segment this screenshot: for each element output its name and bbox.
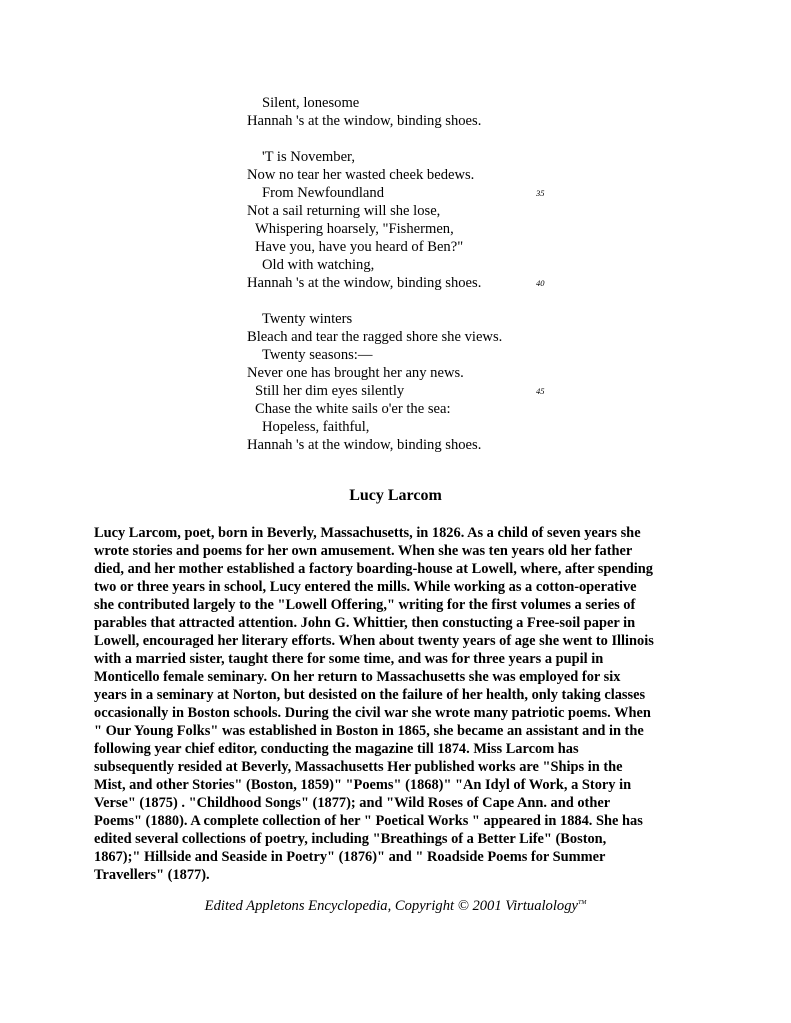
bio-line: Travellers" (1877). [94,867,210,883]
bio-line: " Our Young Folks" was established in Boston in 1865, she became an assistant and in the [94,723,644,739]
poem-line: Whispering hoarsely, "Fishermen, [255,221,454,237]
bio-line: with a married sister, taught there for some time, and was for three years a pupil in [94,651,604,667]
poem-stanza [247,310,567,454]
poem-line: Never one has brought her any news. [247,365,464,381]
poem-line: Twenty winters [262,311,353,327]
bio-line: Poems" (1880). A complete collection of her " Poetical Works " appeared in 1884. She has [94,813,643,829]
poem-line: Hannah 's at the window, binding shoes. [247,113,482,129]
line-number: 40 [536,278,545,288]
bio-line: following year chief editor, conducting the magazine till 1874. Miss Larcom has [94,741,579,757]
poem-line-text: Still her dim eyes silently [255,383,405,399]
poem-line: Twenty seasons:— [262,347,373,363]
poem-line: Not a sail returning will she lose, [247,203,441,219]
poem-stanza [247,148,567,292]
poem-line: Have you, have you heard of Ben?" [255,239,464,255]
bio-line: Verse" (1875) . "Childhood Songs" (1877); and "Wild Roses of Cape Ann. and other [94,795,611,811]
bio-line: 1867);" Hillside and Seaside in Poetry" (1876)" and " Roadside Poems for Summer [94,849,606,865]
section-title: Lucy Larcom [349,487,442,504]
poem-line-text: From Newfoundland [262,185,385,201]
line-number: 35 [536,188,545,198]
bio-line: she contributed largely to the "Lowell Offering," writing for the first volumes a series of [94,597,636,613]
poem-line [247,274,567,292]
bio-line: Lucy Larcom, poet, born in Beverly, Massachusetts, in 1826. As a child of seven years she [94,525,641,541]
poem-line: Old with watching, [262,257,375,273]
poem-line: Silent, lonesome [262,95,360,111]
bio-line: edited several collections of poetry, including "Breathings of a Better Life" (Boston, [94,831,607,847]
trademark-mark: TM [577,900,587,906]
poem-line: Now no tear her wasted cheek bedews. [247,167,475,183]
poem-line: Chase the white sails o'er the sea: [255,401,451,417]
poem-line: Hannah 's at the window, binding shoes. [247,437,482,453]
poem-line: 'T is November, [262,149,355,165]
poem [247,94,567,472]
line-number: 45 [536,386,545,396]
poem-line [247,184,567,202]
bio-line: subsequently resided at Beverly, Massachusetts Her published works are "Ships in the [94,759,623,775]
bio-line: years in a seminary at Norton, but desisted on the failure of her health, only taking classes [94,687,646,703]
bio-line: died, and her mother established a factory boarding-house at Lowell, where, after spending [94,561,653,577]
bio-line: Monticello female seminary. On her return to Massachusetts she was employed for six [94,669,621,685]
copyright-text: Edited Appletons Encyclopedia, Copyright © 2001 Virtualology [204,898,578,914]
poem-stanza [247,94,567,130]
copyright-footer [0,898,791,915]
poem-line-text: Hannah 's at the window, binding shoes. [247,275,482,291]
bio-line: parables that attracted attention. John G. Whittier, then constucting a Free-soil paper in [94,615,636,631]
poem-line [247,382,567,400]
bio-line: occasionally in Boston schools. During the civil war she wrote many patriotic poems. When [94,705,651,721]
biography [94,524,704,884]
poem-line: Hopeless, faithful, [262,419,370,435]
bio-line: Lowell, encouraged her literary efforts. When about twenty years of age she went to Illinois [94,633,654,649]
bio-line: Mist, and other Stories" (Boston, 1859)" "Poems" (1868)" "An Idyl of Work, a Story in [94,777,632,793]
bio-line: two or three years in school, Lucy entered the mills. While working as a cotton-operative [94,579,637,595]
poem-line: Bleach and tear the ragged shore she views. [247,329,503,345]
bio-line: wrote stories and poems for her own amusement. When she was ten years old her father [94,543,633,559]
